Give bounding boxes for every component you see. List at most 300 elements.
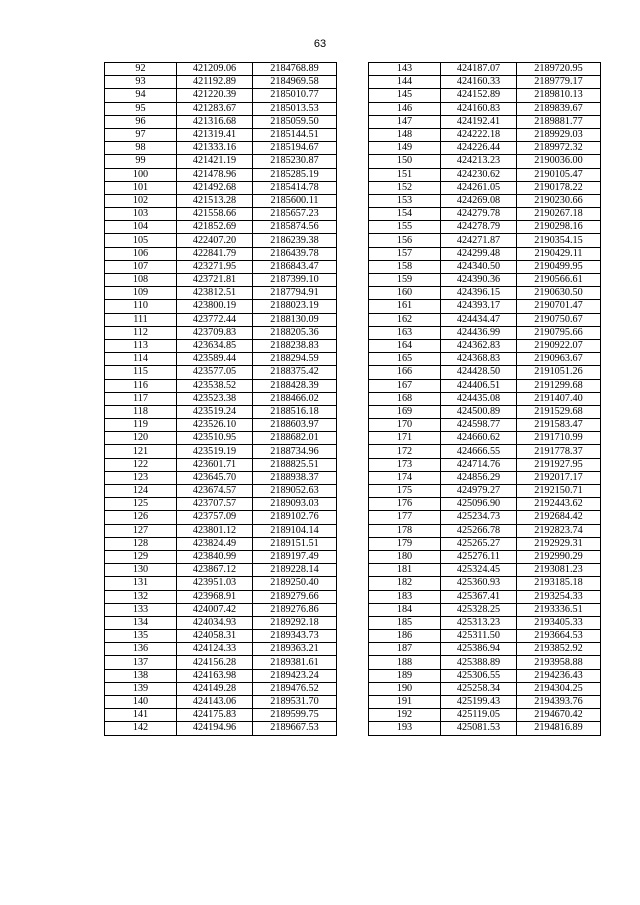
table-row xyxy=(369,234,601,247)
point-number-cell: 135 xyxy=(105,630,177,643)
y-coordinate-cell: 2193254.33 xyxy=(517,590,601,603)
x-coordinate-cell: 423519.24 xyxy=(177,405,253,418)
table-row xyxy=(105,353,337,366)
table-row xyxy=(369,603,601,616)
y-coordinate-cell: 2184768.89 xyxy=(253,63,337,76)
x-coordinate-cell: 425311.50 xyxy=(441,630,517,643)
table-row xyxy=(105,550,337,563)
point-number-cell: 190 xyxy=(369,682,441,695)
y-coordinate-cell: 2185010.77 xyxy=(253,89,337,102)
point-number-cell: 131 xyxy=(105,577,177,590)
point-number-cell: 138 xyxy=(105,669,177,682)
x-coordinate-cell: 425367.41 xyxy=(441,590,517,603)
x-coordinate-cell: 423526.10 xyxy=(177,419,253,432)
x-coordinate-cell: 421513.28 xyxy=(177,194,253,207)
point-number-cell: 159 xyxy=(369,274,441,287)
table-row xyxy=(105,669,337,682)
x-coordinate-cell: 424660.62 xyxy=(441,432,517,445)
point-number-cell: 103 xyxy=(105,208,177,221)
y-coordinate-cell: 2190701.47 xyxy=(517,300,601,313)
x-coordinate-cell: 425199.43 xyxy=(441,696,517,709)
point-number-cell: 193 xyxy=(369,722,441,735)
table-row xyxy=(369,353,601,366)
table-row xyxy=(105,405,337,418)
point-number-cell: 145 xyxy=(369,89,441,102)
table-row xyxy=(369,339,601,352)
point-number-cell: 113 xyxy=(105,339,177,352)
x-coordinate-cell: 425265.27 xyxy=(441,537,517,550)
point-number-cell: 121 xyxy=(105,445,177,458)
x-coordinate-cell: 424192.41 xyxy=(441,115,517,128)
table-row xyxy=(369,128,601,141)
point-number-cell: 124 xyxy=(105,485,177,498)
table-row xyxy=(105,379,337,392)
point-number-cell: 128 xyxy=(105,537,177,550)
x-coordinate-cell: 423589.44 xyxy=(177,353,253,366)
point-number-cell: 137 xyxy=(105,656,177,669)
x-coordinate-cell: 424230.62 xyxy=(441,168,517,181)
table-row xyxy=(369,616,601,629)
y-coordinate-cell: 2188238.83 xyxy=(253,339,337,352)
x-coordinate-cell: 425119.05 xyxy=(441,709,517,722)
x-coordinate-cell: 423271.95 xyxy=(177,260,253,273)
x-coordinate-cell: 421478.96 xyxy=(177,168,253,181)
table-row xyxy=(105,274,337,287)
point-number-cell: 136 xyxy=(105,643,177,656)
x-coordinate-cell: 421283.67 xyxy=(177,102,253,115)
table-row xyxy=(105,524,337,537)
y-coordinate-cell: 2189292.18 xyxy=(253,616,337,629)
table-row xyxy=(105,643,337,656)
x-coordinate-cell: 424390.36 xyxy=(441,274,517,287)
table-row xyxy=(105,696,337,709)
table-row xyxy=(105,115,337,128)
y-coordinate-cell: 2190354.15 xyxy=(517,234,601,247)
point-number-cell: 92 xyxy=(105,63,177,76)
x-coordinate-cell: 424666.55 xyxy=(441,445,517,458)
table-row xyxy=(105,419,337,432)
point-number-cell: 147 xyxy=(369,115,441,128)
y-coordinate-cell: 2185230.87 xyxy=(253,155,337,168)
table-row xyxy=(105,616,337,629)
table-row xyxy=(369,89,601,102)
table-row xyxy=(105,181,337,194)
x-coordinate-cell: 424261.05 xyxy=(441,181,517,194)
table-row xyxy=(105,722,337,735)
x-coordinate-cell: 423510.95 xyxy=(177,432,253,445)
table-row xyxy=(105,208,337,221)
x-coordinate-cell: 424194.96 xyxy=(177,722,253,735)
x-coordinate-cell: 423645.70 xyxy=(177,471,253,484)
table-row xyxy=(369,221,601,234)
table-row xyxy=(105,590,337,603)
y-coordinate-cell: 2189052.63 xyxy=(253,485,337,498)
table-row xyxy=(369,709,601,722)
x-coordinate-cell: 423757.09 xyxy=(177,511,253,524)
table-row xyxy=(105,537,337,550)
table-row xyxy=(105,656,337,669)
y-coordinate-cell: 2190922.07 xyxy=(517,339,601,352)
point-number-cell: 156 xyxy=(369,234,441,247)
point-number-cell: 116 xyxy=(105,379,177,392)
x-coordinate-cell: 421492.68 xyxy=(177,181,253,194)
x-coordinate-cell: 424406.51 xyxy=(441,379,517,392)
x-coordinate-cell: 424368.83 xyxy=(441,353,517,366)
table-row xyxy=(369,419,601,432)
table-row xyxy=(105,287,337,300)
point-number-cell: 143 xyxy=(369,63,441,76)
table-row xyxy=(105,709,337,722)
table-row xyxy=(105,326,337,339)
table-row xyxy=(105,498,337,511)
table-row xyxy=(369,722,601,735)
y-coordinate-cell: 2188023.19 xyxy=(253,300,337,313)
y-coordinate-cell: 2190566.61 xyxy=(517,274,601,287)
table-row xyxy=(105,194,337,207)
table-row xyxy=(369,168,601,181)
y-coordinate-cell: 2189839.67 xyxy=(517,102,601,115)
table-row xyxy=(369,274,601,287)
x-coordinate-cell: 424434.47 xyxy=(441,313,517,326)
point-number-cell: 181 xyxy=(369,564,441,577)
x-coordinate-cell: 423824.49 xyxy=(177,537,253,550)
point-number-cell: 129 xyxy=(105,550,177,563)
point-number-cell: 106 xyxy=(105,247,177,260)
point-number-cell: 185 xyxy=(369,616,441,629)
x-coordinate-cell: 423538.52 xyxy=(177,379,253,392)
point-number-cell: 150 xyxy=(369,155,441,168)
point-number-cell: 152 xyxy=(369,181,441,194)
point-number-cell: 164 xyxy=(369,339,441,352)
y-coordinate-cell: 2191778.37 xyxy=(517,445,601,458)
table-row xyxy=(369,537,601,550)
table-row xyxy=(369,432,601,445)
x-coordinate-cell: 425096.90 xyxy=(441,498,517,511)
x-coordinate-cell: 423577.05 xyxy=(177,366,253,379)
point-number-cell: 97 xyxy=(105,128,177,141)
table-row xyxy=(369,392,601,405)
x-coordinate-cell: 421421.19 xyxy=(177,155,253,168)
point-number-cell: 120 xyxy=(105,432,177,445)
table-row xyxy=(105,234,337,247)
y-coordinate-cell: 2188603.97 xyxy=(253,419,337,432)
point-number-cell: 163 xyxy=(369,326,441,339)
coordinates-table-right xyxy=(368,62,601,736)
x-coordinate-cell: 425360.93 xyxy=(441,577,517,590)
y-coordinate-cell: 2189343.73 xyxy=(253,630,337,643)
x-coordinate-cell: 424007.42 xyxy=(177,603,253,616)
table-row xyxy=(369,300,601,313)
x-coordinate-cell: 423968.91 xyxy=(177,590,253,603)
point-number-cell: 102 xyxy=(105,194,177,207)
table-row xyxy=(369,181,601,194)
x-coordinate-cell: 424979.27 xyxy=(441,485,517,498)
x-coordinate-cell: 424393.17 xyxy=(441,300,517,313)
table-row xyxy=(369,405,601,418)
point-number-cell: 125 xyxy=(105,498,177,511)
y-coordinate-cell: 2189423.24 xyxy=(253,669,337,682)
x-coordinate-cell: 423674.57 xyxy=(177,485,253,498)
y-coordinate-cell: 2188205.36 xyxy=(253,326,337,339)
table-row xyxy=(105,155,337,168)
point-number-cell: 189 xyxy=(369,669,441,682)
point-number-cell: 168 xyxy=(369,392,441,405)
x-coordinate-cell: 424187.07 xyxy=(441,63,517,76)
x-coordinate-cell: 421192.89 xyxy=(177,76,253,89)
point-number-cell: 93 xyxy=(105,76,177,89)
point-number-cell: 96 xyxy=(105,115,177,128)
table-row xyxy=(105,89,337,102)
y-coordinate-cell: 2185874.56 xyxy=(253,221,337,234)
y-coordinate-cell: 2190630.50 xyxy=(517,287,601,300)
point-number-cell: 192 xyxy=(369,709,441,722)
y-coordinate-cell: 2185059.50 xyxy=(253,115,337,128)
table-row xyxy=(105,221,337,234)
table-row xyxy=(105,76,337,89)
point-number-cell: 153 xyxy=(369,194,441,207)
y-coordinate-cell: 2189279.66 xyxy=(253,590,337,603)
point-number-cell: 171 xyxy=(369,432,441,445)
table-row xyxy=(369,630,601,643)
y-coordinate-cell: 2194816.89 xyxy=(517,722,601,735)
y-coordinate-cell: 2188428.39 xyxy=(253,379,337,392)
x-coordinate-cell: 424278.79 xyxy=(441,221,517,234)
y-coordinate-cell: 2189093.03 xyxy=(253,498,337,511)
point-number-cell: 140 xyxy=(105,696,177,709)
table-row xyxy=(105,300,337,313)
point-number-cell: 167 xyxy=(369,379,441,392)
x-coordinate-cell: 423951.03 xyxy=(177,577,253,590)
y-coordinate-cell: 2184969.58 xyxy=(253,76,337,89)
table-row xyxy=(105,564,337,577)
point-number-cell: 166 xyxy=(369,366,441,379)
point-number-cell: 142 xyxy=(105,722,177,735)
point-number-cell: 169 xyxy=(369,405,441,418)
table-row xyxy=(105,630,337,643)
x-coordinate-cell: 424299.48 xyxy=(441,247,517,260)
x-coordinate-cell: 425386.94 xyxy=(441,643,517,656)
point-number-cell: 155 xyxy=(369,221,441,234)
table-row xyxy=(105,485,337,498)
x-coordinate-cell: 421220.39 xyxy=(177,89,253,102)
point-number-cell: 183 xyxy=(369,590,441,603)
y-coordinate-cell: 2187399.10 xyxy=(253,274,337,287)
point-number-cell: 174 xyxy=(369,471,441,484)
y-coordinate-cell: 2186239.38 xyxy=(253,234,337,247)
point-number-cell: 161 xyxy=(369,300,441,313)
table-row xyxy=(369,63,601,76)
point-number-cell: 191 xyxy=(369,696,441,709)
table-row xyxy=(369,458,601,471)
x-coordinate-cell: 424856.29 xyxy=(441,471,517,484)
y-coordinate-cell: 2189363.21 xyxy=(253,643,337,656)
x-coordinate-cell: 424222.18 xyxy=(441,128,517,141)
table-row xyxy=(105,313,337,326)
table-row xyxy=(369,313,601,326)
x-coordinate-cell: 424058.31 xyxy=(177,630,253,643)
point-number-cell: 98 xyxy=(105,142,177,155)
table-row xyxy=(369,590,601,603)
x-coordinate-cell: 423707.57 xyxy=(177,498,253,511)
x-coordinate-cell: 424034.93 xyxy=(177,616,253,629)
point-number-cell: 100 xyxy=(105,168,177,181)
x-coordinate-cell: 424428.50 xyxy=(441,366,517,379)
point-number-cell: 157 xyxy=(369,247,441,260)
x-coordinate-cell: 425276.11 xyxy=(441,550,517,563)
y-coordinate-cell: 2190036.00 xyxy=(517,155,601,168)
point-number-cell: 187 xyxy=(369,643,441,656)
table-row xyxy=(369,656,601,669)
x-coordinate-cell: 421319.41 xyxy=(177,128,253,141)
x-coordinate-cell: 424163.98 xyxy=(177,669,253,682)
table-row xyxy=(369,498,601,511)
x-coordinate-cell: 421333.16 xyxy=(177,142,253,155)
x-coordinate-cell: 424226.44 xyxy=(441,142,517,155)
y-coordinate-cell: 2194670.42 xyxy=(517,709,601,722)
y-coordinate-cell: 2189476.52 xyxy=(253,682,337,695)
y-coordinate-cell: 2192443.62 xyxy=(517,498,601,511)
y-coordinate-cell: 2189779.17 xyxy=(517,76,601,89)
x-coordinate-cell: 425258.34 xyxy=(441,682,517,695)
y-coordinate-cell: 2188130.09 xyxy=(253,313,337,326)
y-coordinate-cell: 2189276.86 xyxy=(253,603,337,616)
point-number-cell: 101 xyxy=(105,181,177,194)
y-coordinate-cell: 2189228.14 xyxy=(253,564,337,577)
x-coordinate-cell: 423801.12 xyxy=(177,524,253,537)
x-coordinate-cell: 424271.87 xyxy=(441,234,517,247)
x-coordinate-cell: 424436.99 xyxy=(441,326,517,339)
x-coordinate-cell: 424156.28 xyxy=(177,656,253,669)
y-coordinate-cell: 2193958.88 xyxy=(517,656,601,669)
table-row xyxy=(369,564,601,577)
point-number-cell: 146 xyxy=(369,102,441,115)
y-coordinate-cell: 2189972.32 xyxy=(517,142,601,155)
table-row xyxy=(105,511,337,524)
point-number-cell: 139 xyxy=(105,682,177,695)
x-coordinate-cell: 424143.06 xyxy=(177,696,253,709)
y-coordinate-cell: 2189667.53 xyxy=(253,722,337,735)
table-row xyxy=(105,392,337,405)
x-coordinate-cell: 425324.45 xyxy=(441,564,517,577)
table-row xyxy=(369,445,601,458)
point-number-cell: 178 xyxy=(369,524,441,537)
point-number-cell: 123 xyxy=(105,471,177,484)
x-coordinate-cell: 423721.81 xyxy=(177,274,253,287)
y-coordinate-cell: 2191407.40 xyxy=(517,392,601,405)
point-number-cell: 115 xyxy=(105,366,177,379)
table-row xyxy=(369,669,601,682)
point-number-cell: 109 xyxy=(105,287,177,300)
y-coordinate-cell: 2190298.16 xyxy=(517,221,601,234)
table-row xyxy=(369,511,601,524)
point-number-cell: 119 xyxy=(105,419,177,432)
point-number-cell: 132 xyxy=(105,590,177,603)
y-coordinate-cell: 2191299.68 xyxy=(517,379,601,392)
y-coordinate-cell: 2192823.74 xyxy=(517,524,601,537)
point-number-cell: 114 xyxy=(105,353,177,366)
point-number-cell: 105 xyxy=(105,234,177,247)
x-coordinate-cell: 421852.69 xyxy=(177,221,253,234)
y-coordinate-cell: 2185144.51 xyxy=(253,128,337,141)
point-number-cell: 186 xyxy=(369,630,441,643)
y-coordinate-cell: 2193664.53 xyxy=(517,630,601,643)
y-coordinate-cell: 2189531.70 xyxy=(253,696,337,709)
table-row xyxy=(369,524,601,537)
point-number-cell: 173 xyxy=(369,458,441,471)
x-coordinate-cell: 421316.68 xyxy=(177,115,253,128)
y-coordinate-cell: 2192684.42 xyxy=(517,511,601,524)
y-coordinate-cell: 2191927.95 xyxy=(517,458,601,471)
table-row xyxy=(105,142,337,155)
table-row xyxy=(369,194,601,207)
point-number-cell: 127 xyxy=(105,524,177,537)
x-coordinate-cell: 424500.89 xyxy=(441,405,517,418)
x-coordinate-cell: 421558.66 xyxy=(177,208,253,221)
point-number-cell: 158 xyxy=(369,260,441,273)
y-coordinate-cell: 2188375.42 xyxy=(253,366,337,379)
y-coordinate-cell: 2188516.18 xyxy=(253,405,337,418)
x-coordinate-cell: 421209.06 xyxy=(177,63,253,76)
table-row xyxy=(105,682,337,695)
x-coordinate-cell: 424435.08 xyxy=(441,392,517,405)
point-number-cell: 95 xyxy=(105,102,177,115)
y-coordinate-cell: 2192929.31 xyxy=(517,537,601,550)
point-number-cell: 112 xyxy=(105,326,177,339)
y-coordinate-cell: 2188682.01 xyxy=(253,432,337,445)
y-coordinate-cell: 2192017.17 xyxy=(517,471,601,484)
y-coordinate-cell: 2193081.23 xyxy=(517,564,601,577)
y-coordinate-cell: 2185414.78 xyxy=(253,181,337,194)
x-coordinate-cell: 425266.78 xyxy=(441,524,517,537)
point-number-cell: 176 xyxy=(369,498,441,511)
table-row xyxy=(105,247,337,260)
y-coordinate-cell: 2188734.96 xyxy=(253,445,337,458)
y-coordinate-cell: 2185657.23 xyxy=(253,208,337,221)
y-coordinate-cell: 2187794.91 xyxy=(253,287,337,300)
table-row xyxy=(369,485,601,498)
table-row xyxy=(105,432,337,445)
y-coordinate-cell: 2189929.03 xyxy=(517,128,601,141)
x-coordinate-cell: 424213.23 xyxy=(441,155,517,168)
x-coordinate-cell: 424396.15 xyxy=(441,287,517,300)
y-coordinate-cell: 2185285.19 xyxy=(253,168,337,181)
point-number-cell: 179 xyxy=(369,537,441,550)
table-row xyxy=(105,339,337,352)
y-coordinate-cell: 2190750.67 xyxy=(517,313,601,326)
table-row xyxy=(369,550,601,563)
table-row xyxy=(369,379,601,392)
y-coordinate-cell: 2192150.71 xyxy=(517,485,601,498)
y-coordinate-cell: 2188294.59 xyxy=(253,353,337,366)
x-coordinate-cell: 424714.76 xyxy=(441,458,517,471)
point-number-cell: 170 xyxy=(369,419,441,432)
x-coordinate-cell: 422841.79 xyxy=(177,247,253,260)
x-coordinate-cell: 422407.20 xyxy=(177,234,253,247)
x-coordinate-cell: 423800.19 xyxy=(177,300,253,313)
point-number-cell: 130 xyxy=(105,564,177,577)
point-number-cell: 126 xyxy=(105,511,177,524)
x-coordinate-cell: 423709.83 xyxy=(177,326,253,339)
table-row xyxy=(369,115,601,128)
y-coordinate-cell: 2193405.33 xyxy=(517,616,601,629)
table-row xyxy=(369,696,601,709)
y-coordinate-cell: 2186843.47 xyxy=(253,260,337,273)
x-coordinate-cell: 425328.25 xyxy=(441,603,517,616)
y-coordinate-cell: 2188938.37 xyxy=(253,471,337,484)
y-coordinate-cell: 2189104.14 xyxy=(253,524,337,537)
x-coordinate-cell: 424160.83 xyxy=(441,102,517,115)
y-coordinate-cell: 2189197.49 xyxy=(253,550,337,563)
